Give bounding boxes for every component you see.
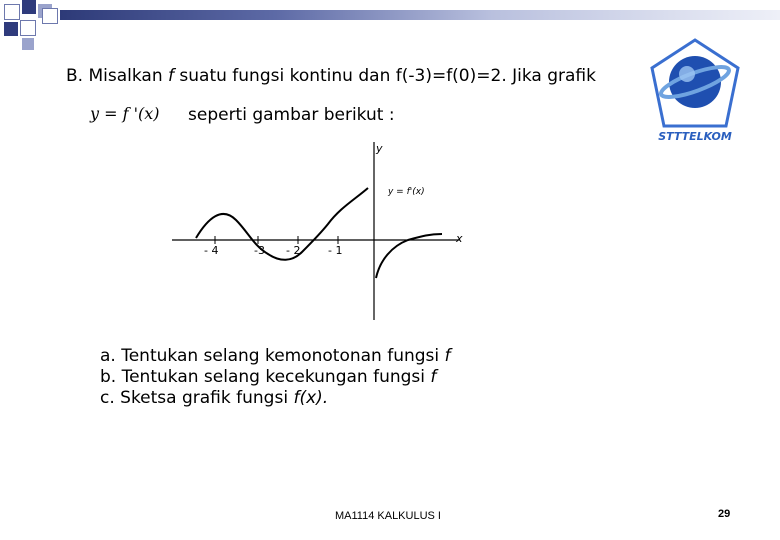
task-italic: f(x).	[293, 388, 329, 408]
deco-square	[42, 8, 58, 24]
heading-suffix: suatu fungsi kontinu dan f(-3)=f(0)=2. Jika grafik	[174, 66, 596, 86]
heading-function-symbol: f	[168, 66, 174, 86]
deco-square	[22, 38, 34, 50]
tick-label: - 1	[328, 244, 343, 257]
tick-label: - 2	[286, 244, 301, 257]
tick-label: -3	[254, 244, 265, 257]
task-text: b. Tentukan selang kecekungan fungsi	[100, 367, 431, 387]
task-item	[100, 367, 451, 388]
derivative-curve-right	[376, 234, 442, 278]
deco-square	[22, 0, 36, 14]
deco-square	[20, 20, 36, 36]
task-list	[100, 346, 451, 409]
deco-square	[4, 22, 18, 36]
heading-prefix: B. Misalkan	[66, 66, 168, 86]
task-item	[100, 346, 451, 367]
footer-course: MA1114 KALKULUS I	[335, 510, 441, 522]
y-axis-label: y	[376, 142, 383, 155]
x-axis-label: x	[456, 232, 463, 245]
page-number: 29	[718, 508, 731, 520]
formula-continuation: seperti gambar berikut :	[188, 105, 395, 125]
task-item	[100, 388, 451, 409]
task-italic: f	[444, 346, 451, 366]
tick-label: - 4	[204, 244, 219, 257]
problem-heading	[66, 66, 596, 86]
task-text: c. Sketsa grafik fungsi	[100, 388, 294, 408]
header-gradient-bar	[60, 10, 780, 20]
derivative-graph	[160, 130, 480, 325]
logo-text: STTTELKOM	[658, 130, 732, 143]
deco-square	[4, 4, 20, 20]
task-text: a. Tentukan selang kemonotonan fungsi	[100, 346, 445, 366]
curve-label: y = f'(x)	[388, 187, 425, 197]
sttelkom-logo	[648, 38, 742, 144]
derivative-formula: y = f '(x)	[90, 104, 160, 123]
task-italic: f	[430, 367, 437, 387]
